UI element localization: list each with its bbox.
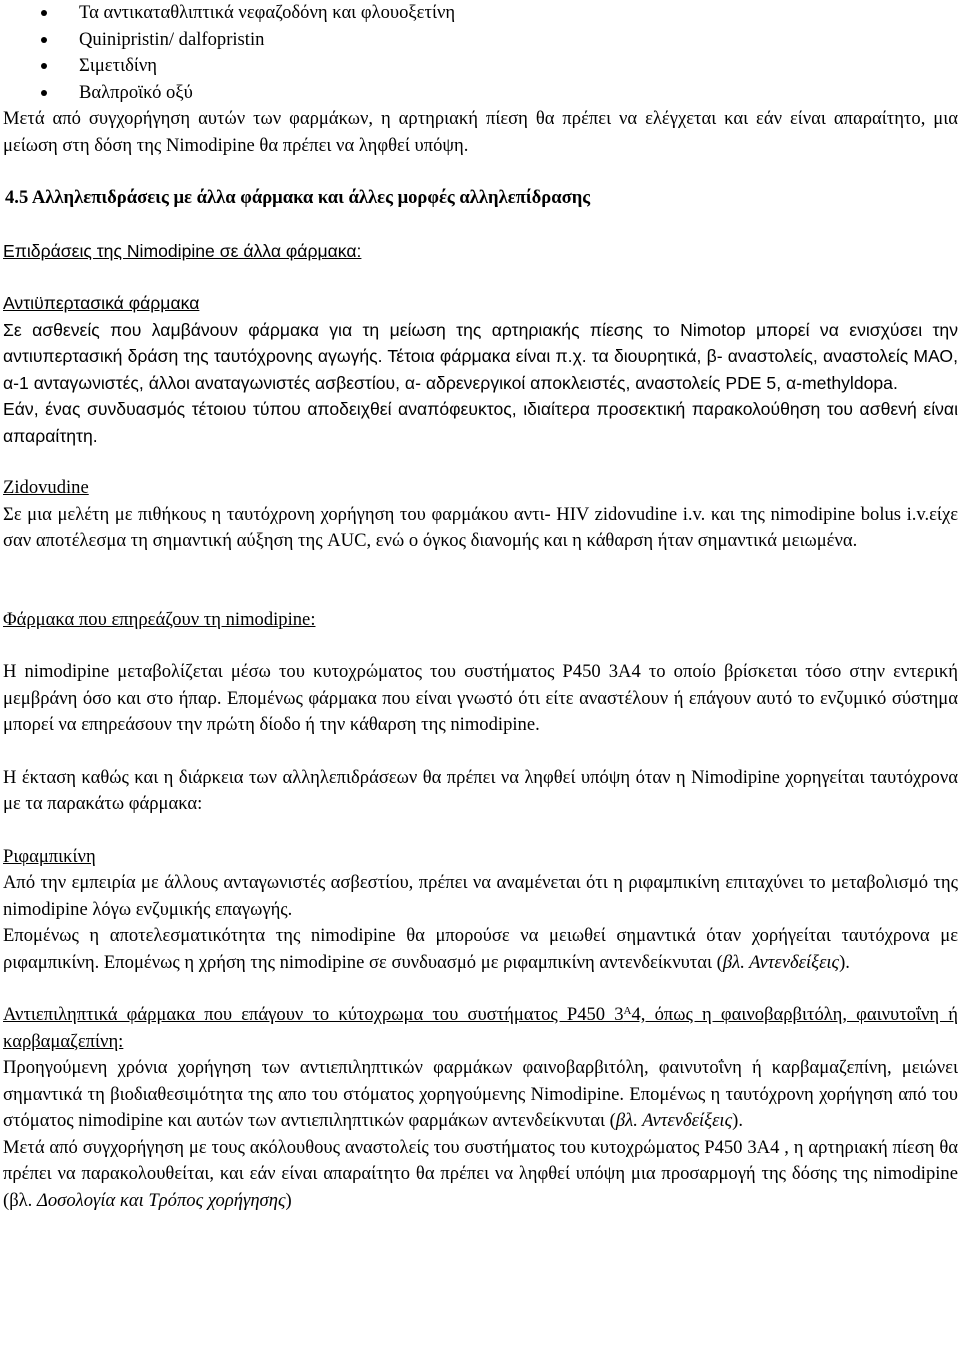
list-item-text: Τα αντικαταθλιπτικά νεφαζοδόνη και φλουοξετίνη xyxy=(79,2,456,23)
bullet-icon xyxy=(41,90,47,96)
affecting-paragraph: Η nimodipine μεταβολίζεται μέσω του κυτοχρώματος του συστήματος P450 3A4 το οποίο βρίσκεται τόσο στην εντερική μεμβράνη όσο και στο ήπαρ. Επομένως φάρμακα που είναι γνωστό ότι είτε αναστέλουν ή επάγουν αυτό το ενζυμικό σύστημα μπορεί να επηρεάσουν την πρώτη δίοδο ή την κάθαρση της nimodipine. xyxy=(3,661,958,735)
inhibitors-paragraph xyxy=(3,1135,958,1215)
antiepileptic-paragraph-end: ). xyxy=(732,1110,743,1131)
zidovudine-paragraph: Σε μια μελέτη με πιθήκους η ταυτόχρονη χορήγηση του φαρμάκου αντι- HIV zidovudine i.v. και της nimodipine bolus i.v.είχε σαν αποτέλεσμα τη σημαντική αύξηση της AUC, ενώ ο όγκος διανομής και η κάθαρση ήταν σημαντικά μειωμένα. xyxy=(3,503,958,551)
list-item-text: Βαλπροϊκό οξύ xyxy=(79,81,193,103)
section-heading: 4.5 Αλληλεπιδράσεις με άλλα φάρμακα και άλλες μορφές αλληλεπίδρασης xyxy=(5,187,591,208)
bullet-list xyxy=(3,0,958,106)
antihypertensive-note: Εάν, ένας συνδυασμός τέτοιου τύπου αποδειχθεί αναπόφευκτος, ιδιαίτερα προσεκτική παρακολούθηση του ασθενή είναι απαραίτητη. xyxy=(3,399,958,446)
effects-heading: Επιδράσεις της Nimodipine σε άλλα φάρμακα: xyxy=(3,240,362,261)
affecting-note: Η έκταση καθώς και η διάρκεια των αλληλεπιδράσεων θα πρέπει να ληφθεί υπόψη όταν η Nimodipine χορηγείται ταυτόχρονα με τα παρακάτω φάρμακα: xyxy=(3,766,958,814)
dosage-reference: Δοσολογία και Τρόπος χορήγησης xyxy=(36,1189,286,1211)
list-item xyxy=(3,80,958,107)
contraindications-reference: βλ. Αντενδείξεις xyxy=(615,1110,733,1131)
inhibitors-paragraph-text: Μετά από συγχορήγηση με τους ακόλουθους αναστολείς του συστήματος του κυτοχρώματος P450 3A4 , η αρτηριακή πίεση θα πρέπει να παρακολουθείται, και εάν είναι απαραίτητο θα πρέπει να ληφθεί υπόψη μια προσαρμογή της δόσης της nimodipine (βλ. xyxy=(3,1136,958,1211)
list-item xyxy=(3,53,958,80)
bullet-icon xyxy=(41,37,47,43)
document-page xyxy=(3,0,958,1214)
antiepileptic-paragraph xyxy=(3,1055,958,1135)
list-item-text: Σιμετιδίνη xyxy=(79,55,157,76)
rifampicin-note-end: ). xyxy=(839,951,850,973)
antiepileptic-heading-end: 4, όπως η φαινοβαρβιτόλη, φαινυτοΐνη ή καρβαμαζεπίνη: xyxy=(3,1004,958,1052)
intro-paragraph: Μετά από συγχορήγηση αυτών των φαρμάκων, η αρτηριακή πίεση θα πρέπει να ελέγχεται και εάν είναι απαραίτητο, μια μείωση στη δόση της Nimodipine θα πρέπει να ληφθεί υπόψη. xyxy=(3,108,958,156)
zidovudine-heading: Zidovudine xyxy=(3,477,89,498)
affecting-heading: Φάρμακα που επηρεάζουν τη nimodipine: xyxy=(3,608,316,630)
inhibitors-paragraph-end: ) xyxy=(285,1189,292,1211)
antihypertensive-heading: Αντιϋπερτασικά φάρμακα xyxy=(3,293,200,313)
rifampicin-paragraph: Από την εμπειρία με άλλους ανταγωνιστές ασβεστίου, πρέπει να αναμένεται ότι η ριφαμπικίνη επιταχύνει το μεταβολισμό της nimodipine λόγω ενζυμικής επαγωγής. xyxy=(3,872,958,920)
rifampicin-note xyxy=(3,923,958,976)
bullet-icon xyxy=(41,10,47,16)
list-item xyxy=(3,0,958,27)
antiepileptic-heading-superscript: A xyxy=(623,1005,632,1017)
antiepileptic-heading xyxy=(3,1002,958,1055)
antihypertensive-paragraph: Σε ασθενείς που λαμβάνουν φάρμακα για τη μείωση της αρτηριακής πίεσης το Nimotop μπορεί να ενισχύσει την αντιυπερτασική δράση της ταυτόχρονης αγωγής. Τέτοια φάρμακα είναι π.χ. τα διουρητικά, β- αναστολείς, αναστολείς ΜΑΟ, α-1 ανταγωνιστές, άλλοι αναταγωνιστές ασβεστίου, α- αδρενεργικοί αποκλειστές, αναστολείς PDE 5, α-methyldopa. xyxy=(3,319,958,393)
bullet-icon xyxy=(41,63,47,69)
list-item-text: Quinipristin/ dalfopristin xyxy=(79,28,265,50)
rifampicin-heading: Ριφαμπικίνη xyxy=(3,845,96,867)
contraindications-reference: βλ. Αντενδείξεις xyxy=(722,951,840,973)
list-item xyxy=(3,27,958,54)
antiepileptic-heading-text: Αντιεπιληπτικά φάρμακα που επάγουν το κύτοχρωμα του συστήματος P450 3 xyxy=(3,1004,624,1025)
rifampicin-note-text: Επομένως η αποτελεσματικότητα της nimodipine θα μπορούσε να μειωθεί σημαντικά όταν χορήγείται ταυτόχρονα με ριφαμπικίνη. Επομένως η χρήση της nimodipine σε συνδυασμό με ριφαμπικίνη αντενδείκνυται ( xyxy=(3,925,958,973)
antiepileptic-paragraph-text: Προηγούμενη χρόνια χορήγηση των αντιεπιληπτικών φαρμάκων φαινοβαρβιτόλη, φαινυτοΐνη ή καρβαμαζεπίνη, μειώνει σημαντικά τη βιοδιαθεσιμότητα της απο του στόματος χορηγούμενης Nimodipine. Επομένως η ταυτόχρονη χορήγηση από του στόματος nimodipine και αυτών των αντιεπιληπτικών φαρμάκων αντενδείκνυται ( xyxy=(3,1057,958,1131)
